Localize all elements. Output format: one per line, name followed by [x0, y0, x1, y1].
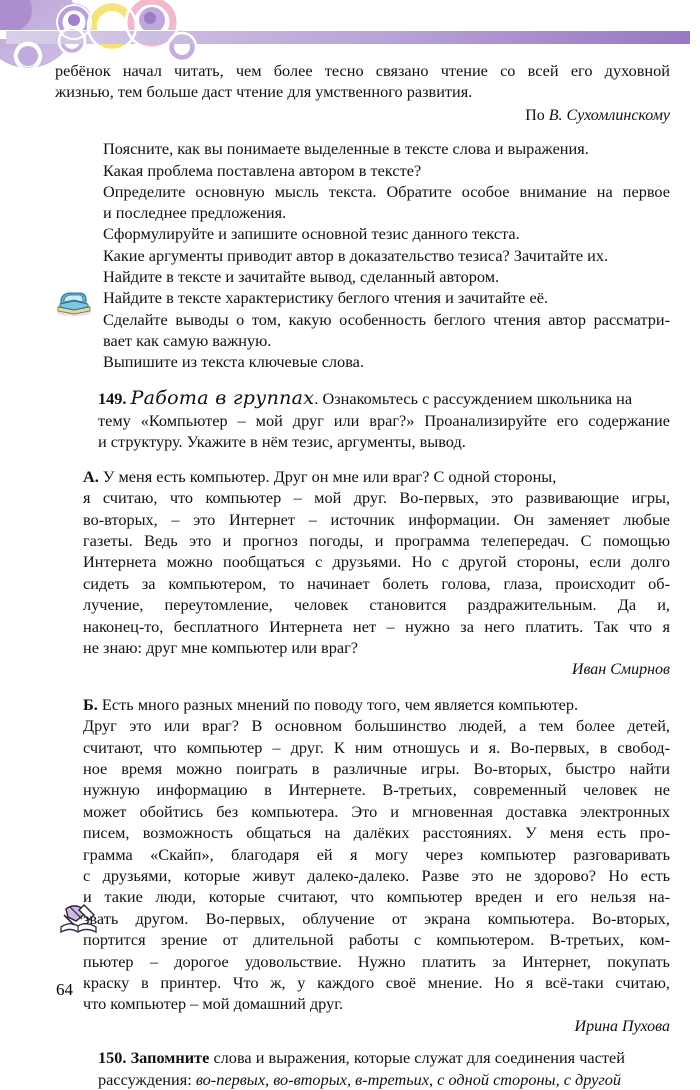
exercise-149-line-1: Ознакомьтесь с рассуждением школьника на — [322, 389, 633, 409]
exercise-149-line-2: тему «Компьютер – мой друг или враг?» Проанализируйте его содержание — [98, 410, 670, 430]
exercise-150-italic-terms: во-первых, во-вторых, в-третьих, с одной стороны, с другой — [195, 1069, 622, 1089]
circles-ornament-svg — [0, 0, 700, 62]
decor-circle-lowleft — [18, 46, 38, 66]
essay-b-line-1: Есть много разных мнений по поводу того, чем является компьютер. — [101, 694, 579, 714]
essay-b-line-14: краску в принтер. Что ж, у каждого своё мнение. Но я всё-таки считаю, — [83, 973, 670, 993]
essay-b-author: Ирина Пухова — [574, 1017, 670, 1035]
header-decoration — [0, 0, 700, 62]
exercise-149-number: 149. — [98, 389, 127, 409]
task-item: Какие аргументы приводит автор в доказательство тезиса? Зачитайте их. — [103, 245, 609, 265]
exercise-150-body-1: слова и выражения, которые служат для соединения частей — [209, 1048, 625, 1068]
essay-b-line-9: с друзьями, которые живут далеко-далеко. Разве это не здорово? Но есть — [83, 866, 670, 886]
task-line: вает как самую важную. — [103, 330, 272, 350]
essay-b-line-11: звать другом. Во-первых, облучение от экрана компьютера. Во-вторых, — [83, 908, 670, 928]
essay-a-line-8: наконец-то, бесплатного Интернета нет – нужно за него платить. Так что я — [83, 616, 670, 636]
essay-a-line-6: сидеть за компьютером, то начинает болеть голова, глаза, происходит об- — [83, 573, 670, 593]
exercise-149-script-title: Работа в группах — [130, 387, 315, 410]
essay-b-line-2: Друг это или враг? В основном большинство людей, а тем более детей, — [83, 716, 670, 736]
exercise-150-body-2: рассуждения: — [98, 1069, 196, 1089]
student-essay-b — [55, 694, 670, 1015]
essay-a-line-9: не знаю: друг мне компьютер или враг? — [83, 637, 358, 657]
essay-b-line-13: пьютер – дорогое удовольствие. Нужно платить за Интернет, покупать — [83, 951, 670, 971]
exercise-150 — [98, 1047, 670, 1090]
essay-b-line-8: грамма «Скайп», благодаря ей я могу через компьютер разговаривать — [83, 844, 670, 864]
task-item: Найдите в тексте и зачитайте вывод, сделанный автором. — [103, 267, 500, 286]
essay-a-line-5: Интернета можно пообщаться с друзьями. Но с другой стороны, если долго — [83, 552, 670, 572]
essay-a-author: Иван Смирнов — [571, 661, 670, 679]
essay-b-line-15: что компьютер – мой домашний друг. — [83, 994, 344, 1014]
decor-dot-1 — [68, 14, 80, 26]
essay-a-line-7: лучение, переутомление, человек становится раздражительным. Да и, — [83, 595, 670, 615]
essay-a-line-2: я считаю, что компьютер – мой друг. Во-первых, это развивающие игры, — [83, 488, 670, 508]
essay-b-line-3: считают, что компьютер – друг. К ним отношусь и я. Во-первых, в свобод- — [83, 737, 670, 757]
essay-b-line-5: нужную информацию в Интернете. В-третьих, современный человек не — [83, 780, 670, 800]
task-item — [103, 181, 670, 224]
attribution-author: В. Сухомлинскому — [548, 106, 670, 124]
decor-dot-pink-core — [144, 12, 156, 24]
task-line: Сделайте выводы о том, какую особенность беглого чтения автор рассматри- — [103, 309, 670, 329]
essay-b-line-4: ное время можно поиграть в различные игры. Во-вторых, быстро найти — [83, 758, 670, 778]
task-item — [103, 309, 670, 352]
essay-b-label: Б. — [83, 694, 98, 714]
exercise-150-line-2 — [98, 1069, 670, 1090]
task-list — [103, 138, 670, 372]
essay-b-line-10: и такие люди, которые считают, что компьютер вреден и его нельзя на- — [83, 887, 670, 907]
page-content — [55, 60, 670, 1090]
task-item: Сформулируйте и запишите основной тезис данного текста. — [103, 224, 520, 244]
attribution-prefix: По — [525, 106, 549, 124]
intro-attribution — [55, 105, 670, 126]
exercise-150-number: 150. — [98, 1048, 127, 1068]
intro-line-1: ребёнок начал читать, чем более тесно связано чтение со всей его духовной — [55, 61, 670, 80]
exercise-149 — [98, 388, 670, 452]
task-line: и последнее предложения. — [103, 203, 287, 223]
exercise-149-script-title-period: . — [314, 389, 319, 409]
task-item: Какая проблема поставлена автором в тексте? — [103, 160, 422, 180]
task-item-keywords: Выпишите из текста ключевые слова. — [103, 352, 364, 372]
essay-a-line-1: У меня есть компьютер. Друг он мне или враг? С одной стороны, — [102, 466, 557, 486]
page-number: 64 — [56, 980, 73, 999]
essay-b-line-7: писем, возможность общаться на далёких расстояниях. У меня есть про- — [83, 823, 670, 843]
essay-a-line-3: во-вторых, – это Интернет – источник информации. Он заменяет любые — [83, 509, 670, 529]
student-essay-a — [55, 466, 670, 659]
essay-a-label: А. — [83, 466, 99, 486]
essay-a-line-4: газеты. Ведь это и прогноз погоды, и программа телепередач. С помощью — [83, 530, 670, 550]
essay-b-line-6: может обойтись без компьютера. Это и мгновенная доставка электронных — [83, 801, 670, 821]
task-line: Определите основную мысль текста. Обратите особое внимание на первое — [103, 181, 670, 201]
exercise-150-keyword: Запомните — [130, 1048, 210, 1068]
intro-paragraph — [55, 60, 670, 103]
intro-line-2: жизнью, тем больше даст чтение для умственного развития. — [55, 82, 473, 102]
exercise-149-line-3: и структуру. Укажите в нём тезис, аргументы, вывод. — [98, 432, 466, 452]
essay-b-line-12: портится зрение от длительной работы с компьютером. В-третьих, ком- — [83, 930, 670, 950]
decor-gradient-band — [6, 31, 690, 44]
task-item: Поясните, как вы понимаете выделенные в тексте слова и выражения. — [103, 139, 589, 159]
task-item: Найдите в тексте характеристику беглого чтения и зачитайте её. — [103, 288, 548, 308]
